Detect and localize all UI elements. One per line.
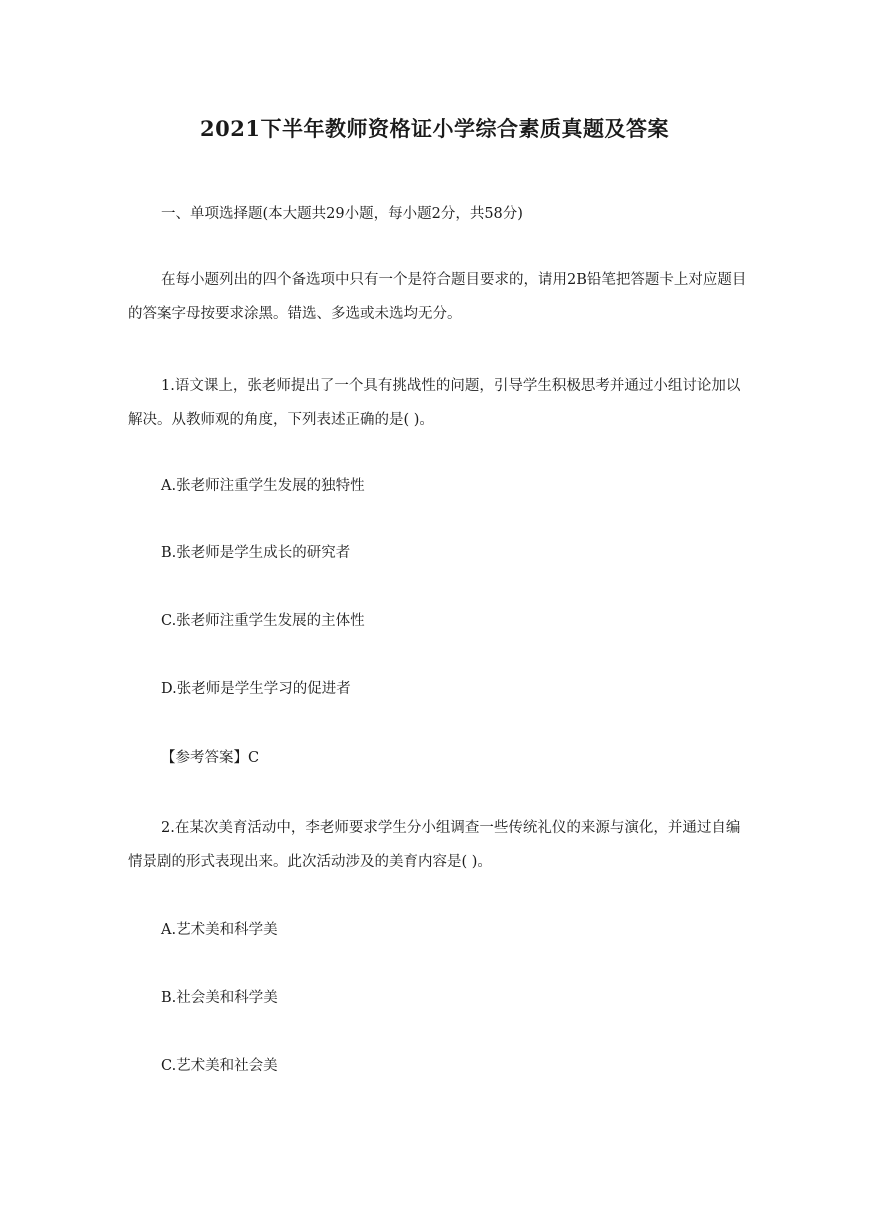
question-1-option-b: B.张老师是学生成长的研究者: [161, 545, 351, 561]
section-heading: 一、单项选择题(本大题共29小题，每小题2分，共58分): [161, 206, 523, 222]
question-1-answer: 【参考答案】C: [161, 750, 260, 766]
question-2-option-c: C.艺术美和社会美: [161, 1058, 278, 1074]
question-2-option-b: B.社会美和科学美: [161, 990, 278, 1006]
question-1-stem: 1.语文课上，张老师提出了一个具有挑战性的问题，引导学生积极思考并通过小组讨论加以解决。从教师观的角度，下列表述正确的是( )。: [128, 378, 741, 428]
question-1-option-d: D.张老师是学生学习的促进者: [161, 681, 351, 697]
instructions-paragraph: 在每小题列出的四个备选项中只有一个是符合题目要求的，请用2B铅笔把答题卡上对应题目的答案字母按要求涂黑。错选、多选或未选均无分。: [128, 272, 747, 322]
question-2-stem: 2.在某次美育活动中，李老师要求学生分小组调查一些传统礼仪的来源与演化，并通过自编情景剧的形式表现出来。此次活动涉及的美育内容是( )。: [128, 820, 741, 870]
document-title: 2021下半年教师资格证小学综合素质真题及答案: [200, 116, 669, 141]
question-1-option-a: A.张老师注重学生发展的独特性: [161, 478, 365, 494]
question-2-option-a: A.艺术美和科学美: [161, 922, 278, 938]
question-1-option-c: C.张老师注重学生发展的主体性: [161, 613, 365, 629]
